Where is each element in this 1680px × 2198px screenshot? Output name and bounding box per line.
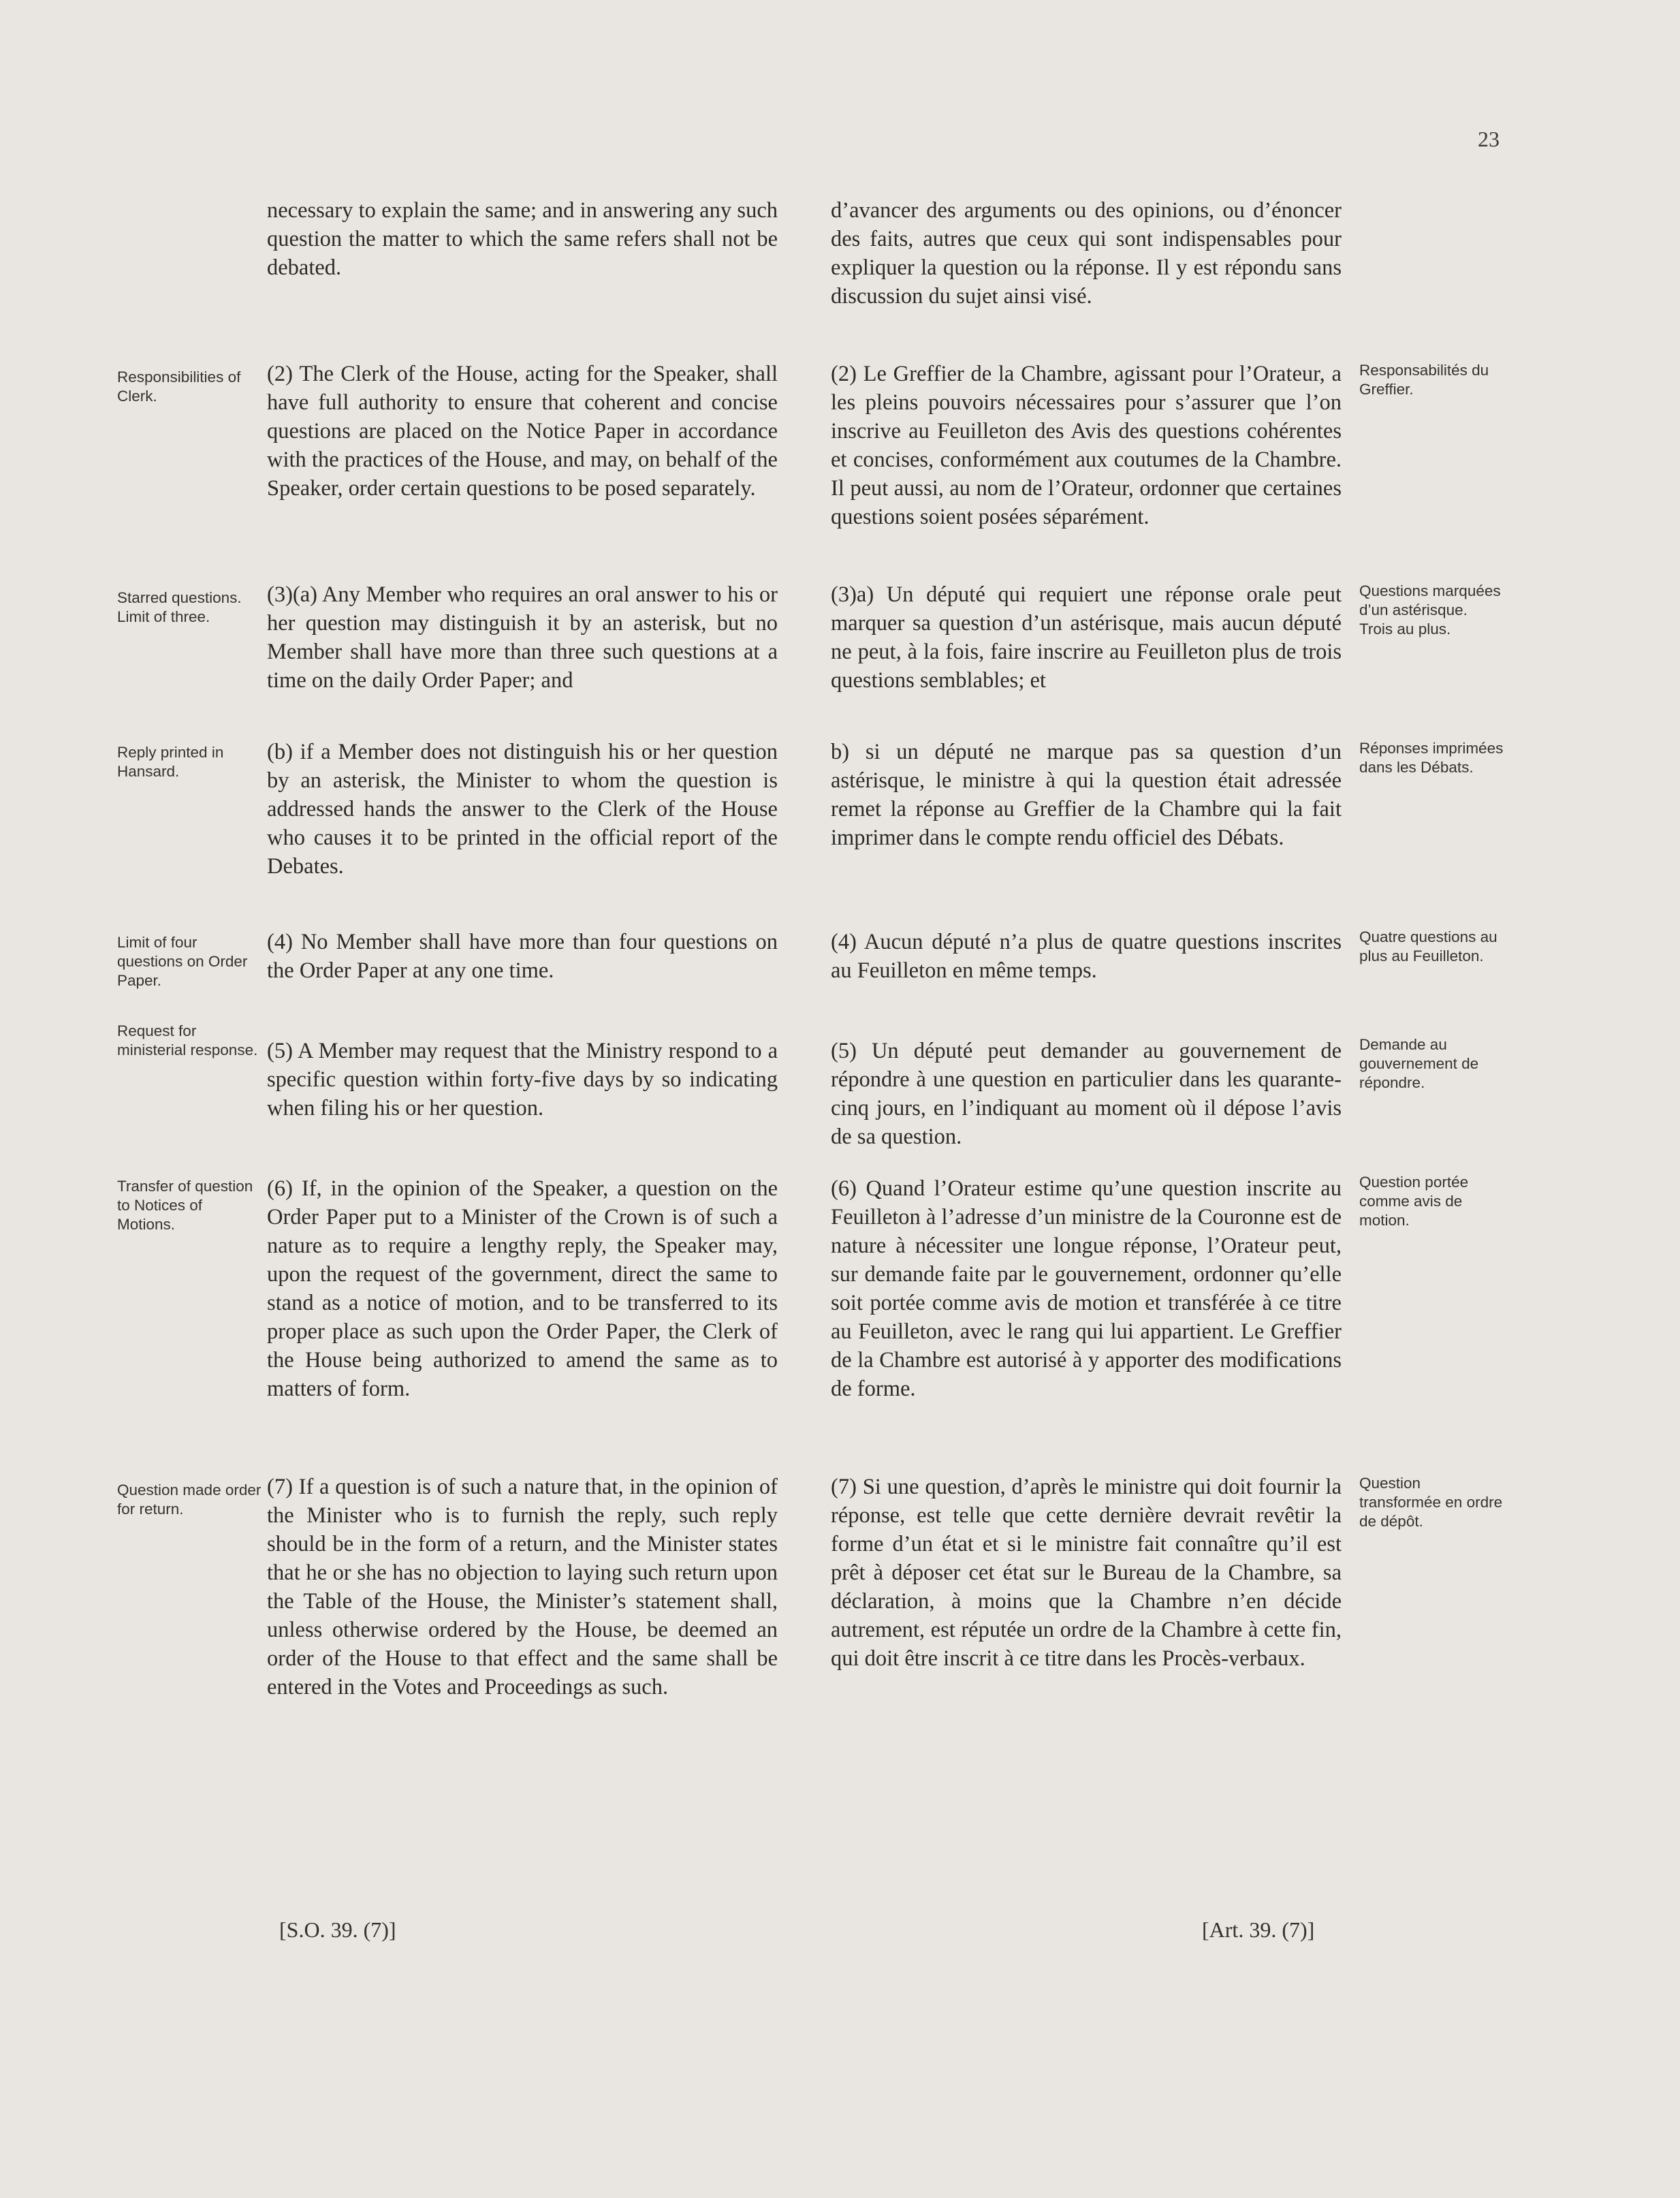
english-paragraph: (3)(a) Any Member who requires an oral answer to his or her question may distinguish it by an asterisk, but no Member shall have more than three such questions at a time on the daily Order Paper; and [267,582,778,693]
french-paragraph: (3)a) Un député qui requiert une réponse orale peut marquer sa question d’un astérisque, mais aucun député ne peut, à la fois, faire inscrire au Feuilleton plus de trois questions semblables; et [831,582,1342,693]
english-paragraph: (6) If, in the opinion of the Speaker, a question on the Order Paper put to a Minister of the Crown is of such a nature as to require a lengthy reply, the Speaker may, upon the request of the government, direct the same to stand as a notice of motion, and to be transferred to its proper place as such upon the Order Paper, the Clerk of the House being authorized to amend the same as to matters of form. [267,1176,778,1401]
french-paragraph: (6) Quand l’Orateur estime qu’une question inscrite au Feuilleton à l’adresse d’un ministre de la Couronne est de nature à nécessiter une longue réponse, l’Orateur peut, sur demande faite par le gouvernement, ordonner qu’elle soit portée comme avis de motion et transférée à ce titre au Feuilleton, avec le rang qui lui appartient. Le Greffier de la Chambre est autorisé à y apporter des modifications de forme. [831,1176,1342,1401]
page-number: 23 [1478,127,1500,151]
french-paragraph: d’avancer des arguments ou des opinions, ou d’énoncer des faits, autres que ceux qui sont indispensables pour expliquer la question ou la réponse. Il y est répondu sans discussion du sujet ainsi visé. [831,198,1342,309]
margin-note-french: Quatre questions au plus au Feuilleton. [1359,928,1497,964]
footer-reference-french: [Art. 39. (7)] [1202,1917,1315,1942]
margin-note-english: Starred questions. Limit of three. [117,589,242,625]
margin-note-french: Questions marquées d’un astérisque. Trois au plus. [1359,582,1501,638]
french-paragraph: (5) Un député peut demander au gouvernement de répondre à une question en particulier dans les quarante-cinq jours, en l’indiquant au moment où il dépose l’avis de sa question. [831,1039,1342,1149]
english-paragraph: (5) A Member may request that the Ministry respond to a specific question within forty-five days by so indicating when filing his or her question. [267,1039,778,1120]
margin-note-french: Réponses imprimées dans les Débats. [1359,740,1504,776]
margin-note-english: Limit of four questions on Order Paper. [117,934,248,989]
english-paragraph: (2) The Clerk of the House, acting for the Speaker, shall have full authority to ensure that coherent and concise questions are placed on the Notice Paper in accordance with the practices of the House, and may, on behalf of the Speaker, order certain questions to be posed separately. [267,362,778,501]
english-paragraph: (4) No Member shall have more than four questions on the Order Paper at any one time. [267,930,778,983]
french-paragraph: (7) Si une question, d’après le ministre qui doit fournir la réponse, est telle que cette dernière devrait revêtir la forme d’un état et si le ministre fait connaître qu’il est prêt à déposer cet état sur le Bureau de la Chambre, sa déclaration, à moins que la Chambre n’en décide autrement, est réputée un ordre de la Chambre à cette fin, qui doit être inscrit à ce titre dans les Procès-verbaux. [831,1475,1342,1671]
french-paragraph: (2) Le Greffier de la Chambre, agissant pour l’Orateur, a les pleins pouvoirs nécessaires pour s’assurer que l’on inscrive au Feuilleton des Avis des questions cohérentes et concises, conformément aux coutumes de la Chambre. Il peut aussi, au nom de l’Orateur, ordonner que certaines questions soient posées séparément. [831,362,1342,529]
margin-note-english: Reply printed in Hansard. [117,744,224,780]
margin-note-english: Question made order for return. [117,1481,261,1518]
english-paragraph: (b) if a Member does not distinguish his or her question by an asterisk, the Minister to whom the question is addressed hands the answer to the Clerk of the House who causes it to be printed in the official report of the Debates. [267,740,778,879]
margin-note-french: Responsabilités du Greffier. [1359,362,1489,398]
french-paragraph: b) si un député ne marque pas sa question d’un astérisque, le ministre à qui la question était adressée remet la réponse au Greffier de la Chambre qui la fait imprimer dans le compte rendu officiel des Débats. [831,740,1342,850]
french-paragraph: (4) Aucun député n’a plus de quatre questions inscrites au Feuilleton en même temps. [831,930,1342,983]
margin-note-english: Transfer of question to Notices of Motions. [117,1178,253,1233]
footer-reference-english: [S.O. 39. (7)] [279,1917,396,1942]
english-paragraph: (7) If a question is of such a nature that, in the opinion of the Minister who is to furnish the reply, such reply should be in the form of a return, and the Minister states that he or she has no objection to laying such return upon the Table of the House, the Minister’s statement shall, unless otherwise ordered by the House, be deemed an order of the House to that effect and the same shall be entered in the Votes and Proceedings as such. [267,1475,778,1699]
margin-note-french: Question portée comme avis de motion. [1359,1174,1469,1229]
margin-note-english: Request for ministerial response. [117,1022,258,1058]
margin-note-french: Demande au gouvernement de répondre. [1359,1036,1479,1091]
english-paragraph: necessary to explain the same; and in answering any such question the matter to which the same refers shall not be debated. [267,198,778,280]
margin-note-french: Question transformée en ordre de dépôt. [1359,1475,1503,1530]
margin-note-english: Responsibilities of Clerk. [117,368,241,405]
